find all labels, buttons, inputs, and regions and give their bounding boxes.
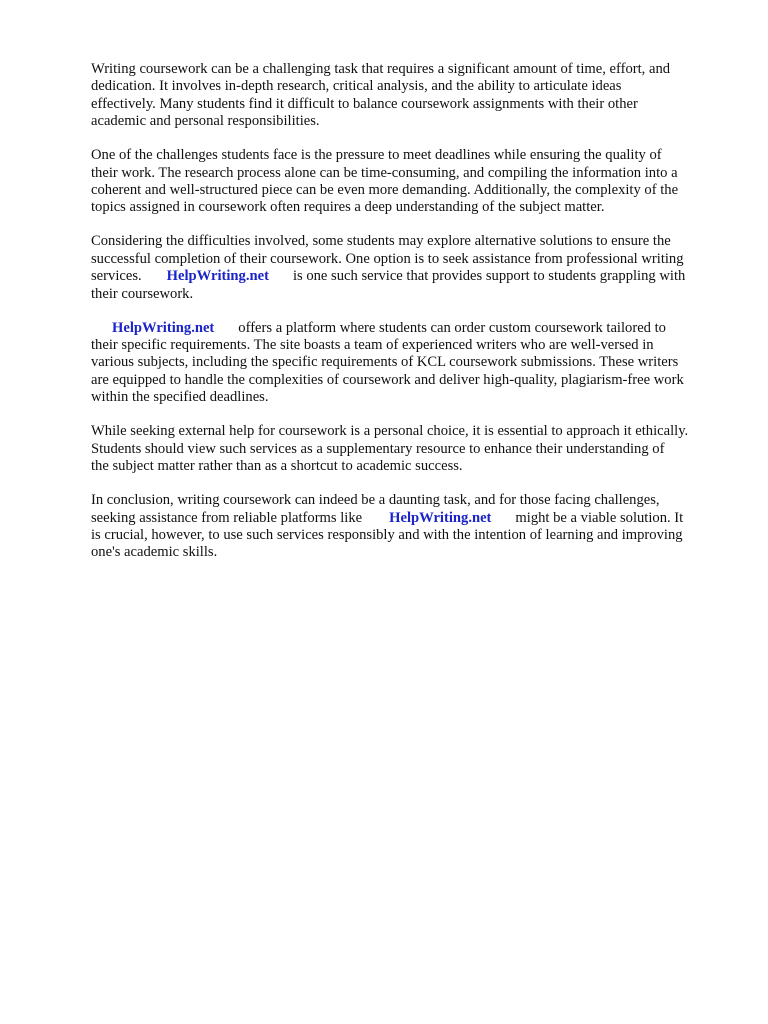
text-line: various subjects, including the specific requirements of KCL coursework submissions. These writers [91,354,679,371]
text-line: One of the challenges students face is the pressure to meet deadlines while ensuring the quality of [91,147,662,164]
helpwriting-link[interactable]: HelpWriting.net [112,319,215,336]
text-line: is crucial, however, to use such services responsibly and with the intention of learning and improving [91,526,683,543]
text-line-with-link [91,268,731,285]
paragraph-intro [91,61,731,131]
text-line: one's academic skills. [91,544,218,561]
text-line: effectively. Many students find it difficult to balance coursework assignments with their other [91,95,638,112]
helpwriting-link[interactable]: HelpWriting.net [166,268,269,285]
text-line: topics assigned in coursework often requires a deep understanding of the subject matter. [91,199,605,216]
text-line: In conclusion, writing coursework can indeed be a daunting task, and for those facing challenges, [91,492,660,509]
paragraph-conclusion [91,492,731,562]
text-line: are equipped to handle the complexities of coursework and deliver high-quality, plagiarism-free work [91,371,684,388]
text-line: Students should view such services as a supplementary resource to enhance their understanding of [91,440,665,457]
text-line: Considering the difficulties involved, some students may explore alternative solutions to ensure the [91,233,671,250]
text-line-with-link [91,320,731,337]
text-line: their specific requirements. The site boasts a team of experienced writers who are well-versed in [91,337,654,354]
document-body [91,61,731,578]
paragraph-platform [91,320,731,407]
text-line: the subject matter rather than as a shortcut to academic success. [91,458,463,475]
text-line: Writing coursework can be a challenging task that requires a significant amount of time, effort, and [91,61,671,77]
text-line: coherent and well-structured piece can be even more demanding. Additionally, the complexity of the [91,182,679,199]
helpwriting-link[interactable]: HelpWriting.net [389,509,492,526]
text-fragment: might be a viable solution. It [515,509,684,526]
text-line: their work. The research process alone can be time-consuming, and compiling the information into a [91,164,678,181]
text-line: academic and personal responsibilities. [91,113,320,130]
text-line: their coursework. [91,285,194,302]
text-fragment: offers a platform where students can order custom coursework tailored to [238,319,666,336]
paragraph-alternatives [91,233,731,303]
text-line: successful completion of their coursework. One option is to seek assistance from professional writing [91,250,684,267]
paragraph-challenges [91,147,731,217]
text-line: While seeking external help for coursework is a personal choice, it is essential to approach it ethically. [91,423,689,440]
text-fragment: seeking assistance from reliable platforms like [91,509,363,526]
paragraph-ethics [91,423,731,475]
text-line-with-link [91,510,731,527]
text-line: within the specified deadlines. [91,389,269,406]
text-fragment: is one such service that provides support to students grappling with [292,268,686,285]
text-line: dedication. It involves in-depth research, critical analysis, and the ability to articulate ideas [91,78,622,95]
text-fragment: services. [91,268,142,285]
